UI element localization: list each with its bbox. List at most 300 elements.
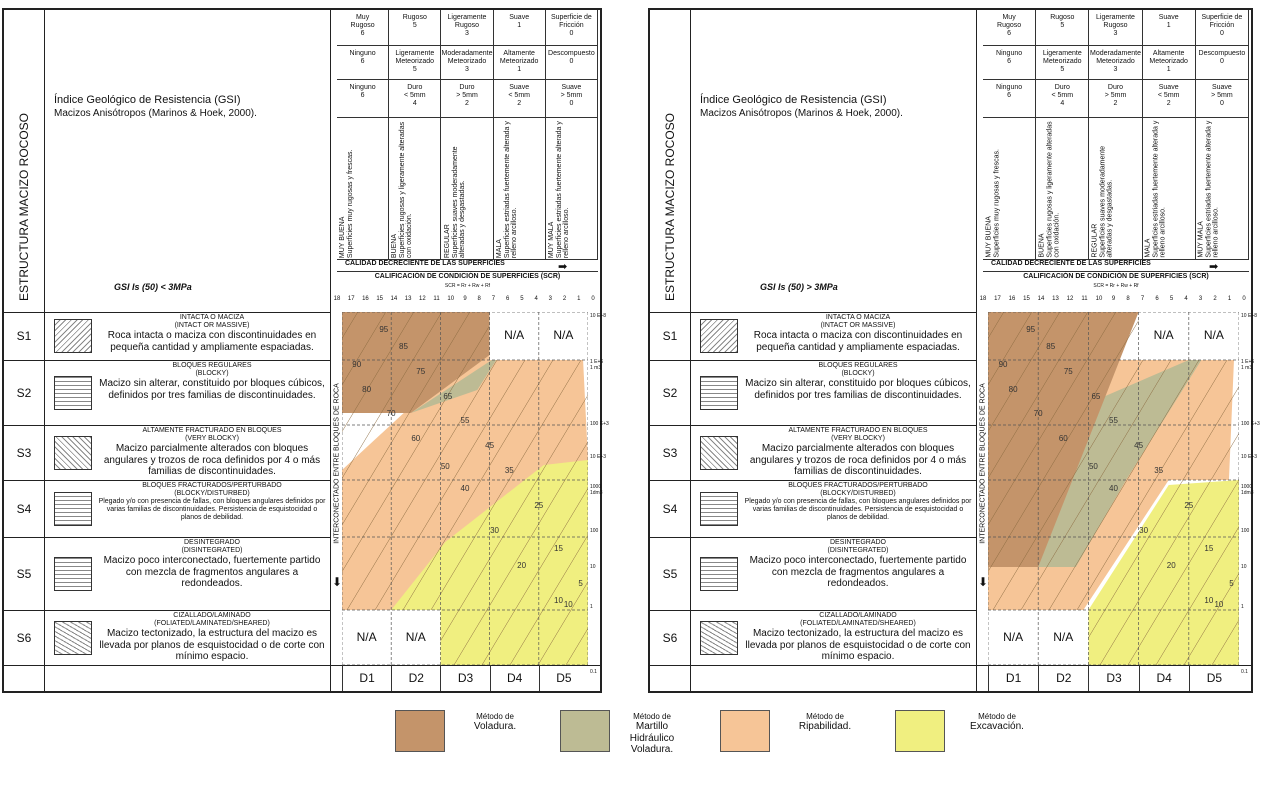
header-text: 1	[1166, 22, 1171, 30]
scr-tick-label: 4	[1184, 296, 1188, 302]
gsi-value-label: 25	[1184, 501, 1194, 511]
gsi-value-label: 95	[1026, 324, 1036, 334]
interconnection-label: INTERCONECTADO ENTRE BLOQUES DE ROCA	[979, 383, 987, 544]
row-divider	[650, 480, 976, 481]
legend-label-voladura: Método de Voladura.	[473, 712, 517, 733]
gsi-value-label: 10	[563, 599, 573, 609]
gsi-value-label: 25	[534, 501, 544, 511]
row-subtitle: (DISINTEGRATED)	[827, 547, 889, 555]
scr-tick-label: 7	[491, 296, 496, 302]
legend-label-martillo: Método de Martillo Hidráulico Voladura.	[629, 712, 675, 756]
header-cell	[983, 80, 1036, 118]
header-cell	[494, 46, 546, 80]
gsi-value-label: 30	[1139, 525, 1149, 535]
column-label: D4	[490, 665, 539, 691]
legend-swatch-voladura	[395, 710, 445, 752]
header-cell	[441, 46, 493, 80]
header-text: < 5mm	[403, 92, 426, 100]
volume-tick-label: 100	[590, 528, 599, 534]
row-subtitle: (VERY BLOCKY)	[185, 435, 239, 443]
header-text: > 5mm	[1211, 92, 1233, 100]
row-id: S3	[16, 445, 32, 460]
quality-decreasing-label: CALIDAD DECRECIENTE DE LAS SUPERFICIES	[983, 260, 1249, 272]
header-cell	[1196, 80, 1249, 118]
header-cell	[1089, 80, 1142, 118]
volume-tick-label: 1	[590, 604, 593, 610]
vertical-structure-label: ESTRUCTURA MACIZO ROCOSO	[17, 113, 31, 302]
header-cell	[1143, 10, 1196, 46]
header-cell	[1089, 10, 1142, 46]
scr-label: CALIFICACIÓN DE CONDICIÓN DE SUPERFICIES (SCR)	[1023, 273, 1209, 280]
quality-text	[494, 118, 546, 260]
header-text: Moderadamente	[441, 50, 493, 57]
scr-formula: SCR = Rr + Rw + Rf	[1093, 283, 1139, 289]
row-title: INTACTA O MACIZA	[825, 314, 891, 321]
column-label: D1	[342, 665, 391, 691]
row-title: BLOQUES REGULARES	[172, 362, 252, 369]
quality-name: MUY BUENA	[339, 216, 347, 258]
row-divider	[650, 312, 976, 313]
quality-text	[389, 118, 441, 260]
vertical-structure-label: ESTRUCTURA MACIZO ROCOSO	[663, 113, 677, 302]
row-id: S1	[16, 329, 32, 343]
volume-tick-label: 100	[1241, 528, 1250, 534]
header-cell	[546, 80, 598, 118]
header-cell	[337, 10, 389, 46]
header-cell	[546, 10, 598, 46]
row-id: S1	[662, 329, 678, 343]
quality-cell	[441, 118, 493, 260]
volume-tick-label: 1	[1241, 604, 1244, 610]
volume-tick-label: 100 E+3	[590, 421, 609, 427]
arrow-down-icon: ⬇	[978, 575, 989, 589]
structure-icon	[700, 492, 738, 526]
gsi-value-label: 55	[1109, 416, 1118, 426]
row-description	[742, 362, 974, 423]
row-description	[96, 314, 328, 358]
gsi-value-label: 70	[1033, 409, 1043, 419]
row-subtitle: (INTACT OR MASSIVE)	[174, 322, 250, 330]
quality-desc: Superficies rugosas y ligeramente alteradas con oxidación.	[1045, 121, 1061, 258]
header-cell	[1036, 10, 1089, 46]
scr-tick-label: 5	[1169, 296, 1174, 302]
row-title: CIZALLADO/LAMINADO	[819, 612, 897, 619]
scr-tick-label: 5	[520, 296, 524, 302]
structure-icon	[54, 557, 92, 591]
row-subtitle: (FOLIATED/LAMINATED/SHEARED)	[154, 620, 270, 628]
quality-desc: Superficies suaves moderadamente alteradas y desgastadas.	[1099, 146, 1114, 258]
row-title: ALTAMENTE FRACTURADO EN BLOQUES	[142, 427, 282, 434]
volume-tick-label: 100 E+3	[1241, 421, 1260, 427]
quality-cell	[1036, 118, 1089, 260]
structure-icon	[54, 376, 92, 410]
scr-label: CALIFICACIÓN DE CONDICIÓN DE SUPERFICIES (SCR)	[374, 273, 561, 280]
header-text: Ligeramente	[395, 50, 435, 57]
scr-formula: SCR = Rr + Rw + Rf	[444, 283, 491, 289]
row-subtitle: (FOLIATED/LAMINATED/SHEARED)	[800, 620, 916, 628]
row-description	[96, 612, 328, 663]
quality-name: MALA	[1144, 238, 1152, 258]
header-text: 4	[412, 100, 417, 108]
header-text: 6	[360, 92, 365, 100]
header-text: Ninguno	[996, 50, 1023, 57]
header-text: Suave	[1211, 84, 1232, 91]
quality-text	[546, 118, 598, 260]
header-cell	[546, 46, 598, 80]
volume-tick-label: 1000 1dm3	[590, 484, 603, 496]
row-description	[96, 427, 328, 478]
scr-tick-label: 10	[1095, 296, 1103, 302]
column-label: D2	[391, 665, 440, 691]
row-desc-text: Macizo poco interconectado, fuertemente partido con mezcla de fragmentos angulares a redondeados.	[103, 555, 321, 590]
quality-text	[1196, 118, 1249, 260]
quality-cell	[494, 118, 546, 260]
header-text: 6	[360, 30, 365, 38]
volume-tick-label: 1 E+6 1 m3	[590, 359, 604, 371]
header-cell	[337, 80, 389, 118]
header-text: 6	[1007, 92, 1012, 100]
gsi-value-label: 65	[443, 391, 453, 401]
quality-text	[1036, 118, 1089, 260]
quality-text	[441, 118, 493, 260]
quality-cell	[1196, 118, 1249, 260]
row-subtitle: (DISINTEGRATED)	[181, 547, 243, 555]
header-cell	[1089, 46, 1142, 80]
scr-tick-label: 14	[1037, 296, 1045, 302]
header-cell	[1036, 80, 1089, 118]
row-title: DESINTEGRADO	[829, 539, 886, 546]
row-description	[96, 539, 328, 608]
arrow-right-icon: ➡	[1209, 261, 1219, 273]
header-cell	[337, 46, 389, 80]
column-label: D3	[440, 665, 489, 691]
header-text: 1	[1166, 66, 1171, 74]
gsi-value-label: 75	[1063, 367, 1073, 376]
header-text: Descompuesto	[548, 50, 595, 57]
header-text: Duro	[459, 84, 475, 91]
row-title: ALTAMENTE FRACTURADO EN BLOQUES	[788, 427, 928, 434]
gsi-value-label: 40	[460, 483, 470, 493]
row-divider	[4, 425, 330, 426]
header-text: Suave	[1158, 84, 1179, 91]
row-desc-text: Plegado y/o con presencia de fallas, con bloques angulares definidos por varias familias de discontinuidades. Persistencia de esquistocidad o planos de debilidad.	[98, 498, 326, 522]
desc-column-border	[976, 10, 977, 691]
header-text: Suave	[509, 14, 530, 21]
gsi-value-label: 60	[1058, 434, 1068, 444]
quality-cell	[983, 118, 1036, 260]
header-text: 6	[360, 58, 365, 66]
header-text: Ninguno	[996, 84, 1023, 91]
quality-cell	[546, 118, 598, 260]
row-description	[96, 482, 328, 535]
row-id: S4	[662, 501, 678, 516]
gsi-value-label: 60	[411, 434, 421, 444]
gsi-subtitle: Macizos Anisótropos (Marinos & Hoek, 2000).	[700, 108, 903, 119]
scr-tick-label: 16	[362, 296, 369, 302]
quality-name: BUENA	[1038, 233, 1046, 258]
scr-tick-label: 0	[1242, 296, 1246, 302]
gsi-value-label: 10	[1204, 596, 1214, 606]
structure-icon	[700, 621, 738, 655]
header-text: Moderadamente	[1089, 50, 1141, 57]
gsi-value-label: 70	[386, 409, 396, 419]
row-id: S2	[16, 385, 32, 400]
header-text: 5	[412, 66, 417, 74]
header-text: Meteorizado	[395, 58, 435, 66]
gsi-value-label: 10	[554, 596, 563, 606]
gsi-value-label: 40	[1109, 483, 1118, 493]
scr-tick-label: 1	[1227, 296, 1232, 302]
scr-tick-label: 15	[376, 296, 383, 302]
header-text: > 5mm	[560, 92, 583, 100]
quality-desc: Superficies estriadas fuertemente alterada y relleno arcilloso.	[1205, 121, 1221, 258]
header-cell	[441, 80, 493, 118]
scr-tick-label: 6	[1155, 296, 1159, 302]
row-id: S6	[662, 630, 678, 645]
row-description	[742, 314, 974, 358]
header-text: 3	[1113, 66, 1118, 74]
gsi-value-label: 75	[416, 367, 426, 376]
scr-tick-label: 8	[477, 296, 481, 302]
quality-name: REGULAR	[1091, 224, 1099, 258]
row-divider	[650, 425, 976, 426]
row-title: BLOQUES FRACTURADOS/PERTURBADO	[788, 482, 928, 489]
row-divider	[650, 610, 976, 611]
scr-tick-label: 10	[447, 296, 455, 302]
column-label: D3	[1088, 665, 1138, 691]
column-label: D4	[1139, 665, 1189, 691]
header-text: < 5mm	[508, 92, 530, 100]
header-text: 2	[465, 100, 469, 108]
row-id: S5	[662, 566, 678, 581]
header-cell	[389, 46, 441, 80]
scr-tick-label: 9	[1111, 296, 1116, 302]
row-title: CIZALLADO/LAMINADO	[173, 612, 251, 619]
gsi-value-label: 5	[1229, 578, 1234, 588]
gsi-value-label: 80	[1008, 384, 1018, 394]
structure-icon	[700, 319, 738, 353]
scr-tick-label: 9	[463, 296, 467, 302]
quality-cell	[1143, 118, 1196, 260]
quality-desc: Superficies estriadas fuertemente alterada y relleno arcilloso.	[503, 121, 518, 258]
header-cell	[1143, 46, 1196, 80]
gsi-panel-right	[648, 8, 1260, 693]
row-title: BLOQUES FRACTURADOS/PERTURBADO	[142, 482, 282, 489]
header-text: 0	[1219, 100, 1224, 108]
label-column-border	[690, 10, 691, 691]
quality-text	[1089, 118, 1142, 260]
header-text: 4	[1060, 100, 1065, 108]
header-text: Rugoso	[1050, 14, 1075, 21]
gsi-value-label: 10	[1214, 599, 1224, 609]
header-text: 2	[1113, 100, 1118, 108]
gsi-title: Índice Geológico de Resistencia (GSI)	[54, 94, 241, 106]
gsi-value-label: 85	[399, 342, 408, 352]
arrow-right-icon: ➡	[558, 261, 568, 273]
na-label: N/A	[1153, 328, 1174, 342]
header-text: Meteorizado	[1096, 58, 1135, 66]
gsi-value-label: 15	[1204, 543, 1214, 553]
header-text: Suave	[1158, 14, 1179, 21]
row-description	[742, 612, 974, 663]
header-text: 1	[517, 66, 522, 74]
column-label: D1	[988, 665, 1038, 691]
row-id: S3	[662, 445, 678, 460]
volume-tick-label: 10 E+8	[590, 313, 606, 319]
row-desc-text: Plegado y/o con presencia de fallas, con bloques angulares definidos por varias familias de discontinuidades. Persistencia de esquistocidad o planos de debilidad.	[744, 498, 972, 522]
quality-text	[983, 118, 1036, 260]
row-divider	[4, 312, 330, 313]
header-cell	[983, 46, 1036, 80]
header-text: > 5mm	[456, 92, 478, 100]
header-text: Meteorizado	[499, 58, 539, 66]
legend-swatch-martillo	[560, 710, 610, 752]
quality-decreasing-label: CALIDAD DECRECIENTE DE LAS SUPERFICIES	[337, 260, 598, 272]
quality-cell	[389, 118, 441, 260]
scr-tick-label: 14	[390, 296, 398, 302]
scr-tick-label: 8	[1126, 296, 1130, 302]
scr-tick-label: 12	[1066, 296, 1074, 302]
scr-tick-label: 4	[534, 296, 538, 302]
header-text: 1	[517, 22, 522, 30]
desc-column-border	[330, 10, 331, 691]
volume-tick-label: 1 E+6 1 m3	[1241, 359, 1255, 371]
na-label: N/A	[1003, 629, 1024, 644]
structure-icon	[54, 319, 92, 353]
header-text: Fricción	[559, 22, 584, 30]
quality-name: MALA	[495, 238, 503, 258]
quality-name: MUY MALA	[547, 221, 555, 258]
quality-desc: Superficies muy rugosas y frescas.	[992, 149, 1000, 258]
quality-name: MUY MALA	[1197, 221, 1205, 258]
row-id: S4	[16, 501, 32, 516]
na-label: N/A	[1053, 629, 1074, 644]
header-text: Ligeramente	[1042, 50, 1082, 57]
column-label: D2	[1038, 665, 1088, 691]
header-text: 0	[569, 100, 574, 108]
quality-name: MUY BUENA	[985, 216, 993, 258]
row-description	[742, 427, 974, 478]
volume-tick-label: 0.1	[1241, 669, 1248, 675]
header-text: Muy	[1002, 14, 1016, 21]
row-desc-text: Macizo parcialmente alterados con bloques angulares y trozos de roca definidos por 4 o más familias de discontinuidades.	[749, 443, 967, 478]
quality-cell	[1089, 118, 1142, 260]
header-text: 0	[569, 58, 574, 66]
header-text: Meteorizado	[447, 58, 487, 66]
scr-tick-label: 2	[1213, 296, 1217, 302]
row-divider	[650, 360, 976, 361]
gsi-value-label: 80	[362, 384, 372, 394]
volume-tick-label: 10 E+8	[1241, 313, 1257, 319]
row-desc-text: Roca intacta o maciza con discontinuidades en pequeña cantidad y ampliamente espaciadas.	[107, 330, 317, 353]
na-label: N/A	[553, 328, 574, 342]
header-text: 3	[465, 66, 469, 74]
interconnection-label: INTERCONECTADO ENTRE BLOQUES DE ROCA	[333, 383, 341, 544]
header-text: < 5mm	[1051, 92, 1074, 100]
header-text: Rugoso	[454, 22, 480, 30]
gsi-value-label: 50	[440, 462, 450, 472]
gsi-subtitle: Macizos Anisótropos (Marinos & Hoek, 2000).	[54, 108, 257, 119]
quality-desc: Superficies muy rugosas y frescas.	[346, 149, 354, 258]
row-subtitle: (BLOCKY)	[195, 370, 229, 378]
header-text: 3	[465, 30, 469, 38]
quality-cell	[337, 118, 389, 260]
gsi-value-label: 20	[1166, 561, 1176, 571]
header-text: Suave	[561, 84, 582, 91]
header-cell	[389, 80, 441, 118]
header-text: 3	[1113, 30, 1118, 38]
legend-label-excavacion: Método de Excavación.	[970, 712, 1024, 733]
legend-swatch-ripabilidad	[720, 710, 770, 752]
header-text: Fricción	[1209, 22, 1235, 30]
arrow-down-icon: ⬇	[332, 575, 343, 589]
header-text: Ninguno	[349, 50, 376, 57]
header-text: < 5mm	[1157, 92, 1180, 100]
legend-label-ripabilidad: Método de Ripabilidad.	[798, 712, 852, 733]
header-text: 0	[1219, 30, 1224, 38]
header-text: Meteorizado	[1043, 58, 1082, 66]
gsi-value-label: 95	[379, 324, 389, 334]
gsi-title: Índice Geológico de Resistencia (GSI)	[700, 94, 887, 106]
scr-tick-label: 17	[994, 296, 1001, 302]
header-cell	[1196, 46, 1249, 80]
gsi-panel-left	[2, 8, 609, 693]
scr-tick-label: 16	[1008, 296, 1016, 302]
header-text: Rugoso	[1103, 22, 1128, 30]
header-cell	[983, 10, 1036, 46]
quality-desc: Superficies estriadas fuertemente alterada y relleno arcilloso.	[555, 121, 571, 258]
quality-desc: Superficies suaves moderadamente alteradas y desgastadas.	[451, 146, 466, 258]
gsi-value-label: 90	[998, 359, 1008, 369]
header-text: Altamente	[503, 50, 535, 57]
header-text: 5	[1060, 22, 1065, 30]
header-cell	[389, 10, 441, 46]
volume-tick-label: 10 E+3	[1241, 454, 1257, 460]
header-text: Duro	[1107, 84, 1124, 91]
row-title: DESINTEGRADO	[183, 539, 240, 546]
header-text: 6	[1007, 30, 1012, 38]
row-description	[742, 482, 974, 535]
scr-tick-label: 18	[333, 296, 341, 302]
scr-tick-label: 3	[1198, 296, 1203, 302]
volume-tick-label: 1000 1dm3	[1241, 484, 1254, 496]
gsi-value-label: 85	[1046, 342, 1056, 352]
structure-icon	[54, 436, 92, 470]
scr-tick-label: 3	[548, 296, 552, 302]
row-subtitle: (BLOCKY/DISTURBED)	[820, 490, 896, 498]
header-text: Duro	[407, 84, 423, 91]
scr-tick-label: 6	[505, 296, 510, 302]
row-desc-text: Macizo tectonizado, la estructura del macizo es llevada por planos de esquistocidad o de corte con mínimo espacio.	[745, 628, 971, 663]
header-text: Rugoso	[997, 22, 1022, 30]
row-id: S2	[662, 385, 678, 400]
scr-tick-label: 13	[404, 296, 412, 302]
na-label: N/A	[504, 328, 525, 342]
row-divider	[4, 610, 330, 611]
header-text: 0	[569, 30, 574, 38]
header-cell	[441, 10, 493, 46]
na-label: N/A	[356, 629, 377, 644]
row-title: BLOQUES REGULARES	[818, 362, 898, 369]
header-text: > 5mm	[1104, 92, 1127, 100]
header-text: Descompuesto	[1198, 50, 1246, 57]
volume-tick-label: 10 E+3	[590, 454, 606, 460]
header-text: 2	[517, 100, 522, 108]
header-cell	[1036, 46, 1089, 80]
column-label: D5	[539, 665, 588, 691]
gsi-value-label: 50	[1088, 462, 1098, 472]
row-divider	[4, 480, 330, 481]
